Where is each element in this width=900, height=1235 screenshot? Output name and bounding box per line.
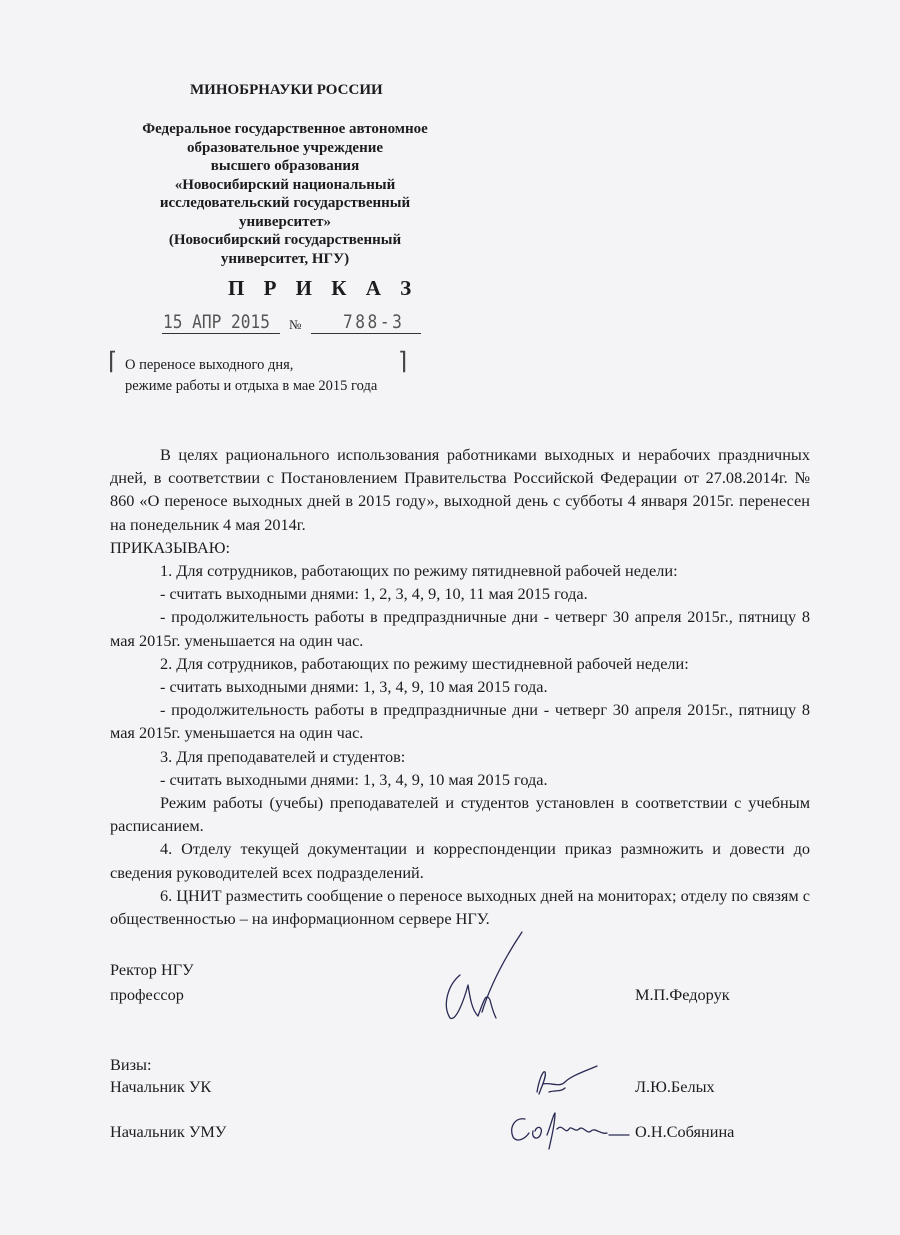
intro-paragraph: В целях рационального использования работниками выходных и нерабочих праздничных дней, в соответствии с Постановлением Правительства Российской Федерации от 27.08.2014г. № 860 «О переносе выходных дней в 2015 году», выходной день с субботы 4 января 2015г. перенесен на понедельник 4 мая 2014г. [110, 445, 810, 534]
visa2-name: О.Н.Собянина [635, 1122, 735, 1141]
subject-line-2: режиме работы и отдыха в мае 2015 года [125, 378, 378, 394]
subject-bracket-right: ⌉ [398, 347, 408, 375]
order-subject [125, 355, 377, 397]
document-title: П Р И К А З [228, 276, 419, 300]
rector-signature-icon [440, 930, 530, 1025]
number-stamp: 788-3 [343, 311, 405, 333]
org-line: Федеральное государственное автономное [142, 121, 428, 137]
rector-degree: профессор [110, 985, 184, 1004]
org-line: образовательное учреждение [186, 139, 384, 156]
item-3: 3. Для преподавателей и студентов: [160, 746, 406, 766]
item-6: 6. ЦНИТ разместить сообщение о переносе выходных дней на мониторах; отделу по связям с общественностью – на информационном сервере НГУ. [110, 885, 810, 929]
date-underline [162, 333, 280, 334]
item-2a: - считать выходными днями: 1, 3, 4, 9, 10 мая 2015 года. [160, 677, 548, 697]
item-4: 4. Отделу текущей документации и корреспонденции приказ размножить и довести до сведения руководителей всех подразделений. [110, 839, 810, 882]
visa1-signature-icon [525, 1062, 605, 1102]
rector-title: Ректор НГУ [110, 960, 194, 979]
organization-name [90, 120, 480, 268]
subject-line-1: О переносе выходного дня, [125, 357, 294, 373]
org-line: университет, НГУ) [220, 250, 350, 267]
item-1b: - продолжительность работы в предпраздничные дни - четверг 30 апреля 2015г., пятницу 8 мая 2015г. уменьшается на один час. [110, 607, 810, 650]
item-1a: - считать выходными днями: 1, 2, 3, 4, 9, 10, 11 мая 2015 года. [160, 584, 588, 604]
number-underline [311, 333, 421, 334]
visa1-name: Л.Ю.Белых [635, 1077, 715, 1096]
org-line: исследовательский государственный [159, 195, 411, 211]
org-line: «Новосибирский национальный [174, 176, 396, 193]
visas-label: Визы: [110, 1055, 152, 1074]
visa2-signature-icon [505, 1105, 635, 1155]
ministry-name: МИНОБРНАУКИ РОССИИ [190, 82, 383, 98]
subject-bracket-left: ⌈ [108, 347, 118, 375]
org-line: университет» [238, 213, 332, 230]
rector-name: М.П.Федорук [635, 985, 730, 1004]
item-1: 1. Для сотрудников, работающих по режиму пятидневной рабочей недели: [160, 561, 678, 581]
item-3a: - считать выходными днями: 1, 3, 4, 9, 10 мая 2015 года. [160, 769, 548, 789]
item-2: 2. Для сотрудников, работающих по режиму шестидневной рабочей недели: [160, 653, 689, 673]
item-2b: - продолжительность работы в предпраздничные дни - четверг 30 апреля 2015г., пятницу 8 мая 2015г. уменьшается на один час. [110, 700, 810, 743]
order-body [110, 443, 810, 930]
org-line: высшего образования [210, 158, 360, 174]
orders-word: ПРИКАЗЫВАЮ: [110, 537, 230, 557]
org-line: (Новосибирский государственный [168, 232, 402, 248]
number-sign: № [289, 317, 302, 332]
visa2-title: Начальник УМУ [110, 1122, 227, 1141]
date-stamp: 15 АПР 2015 [163, 311, 270, 333]
visa1-title: Начальник УК [110, 1077, 212, 1096]
item-3b: Режим работы (учебы) преподавателей и студентов установлен в соответствии с учебным расписанием. [110, 793, 810, 836]
